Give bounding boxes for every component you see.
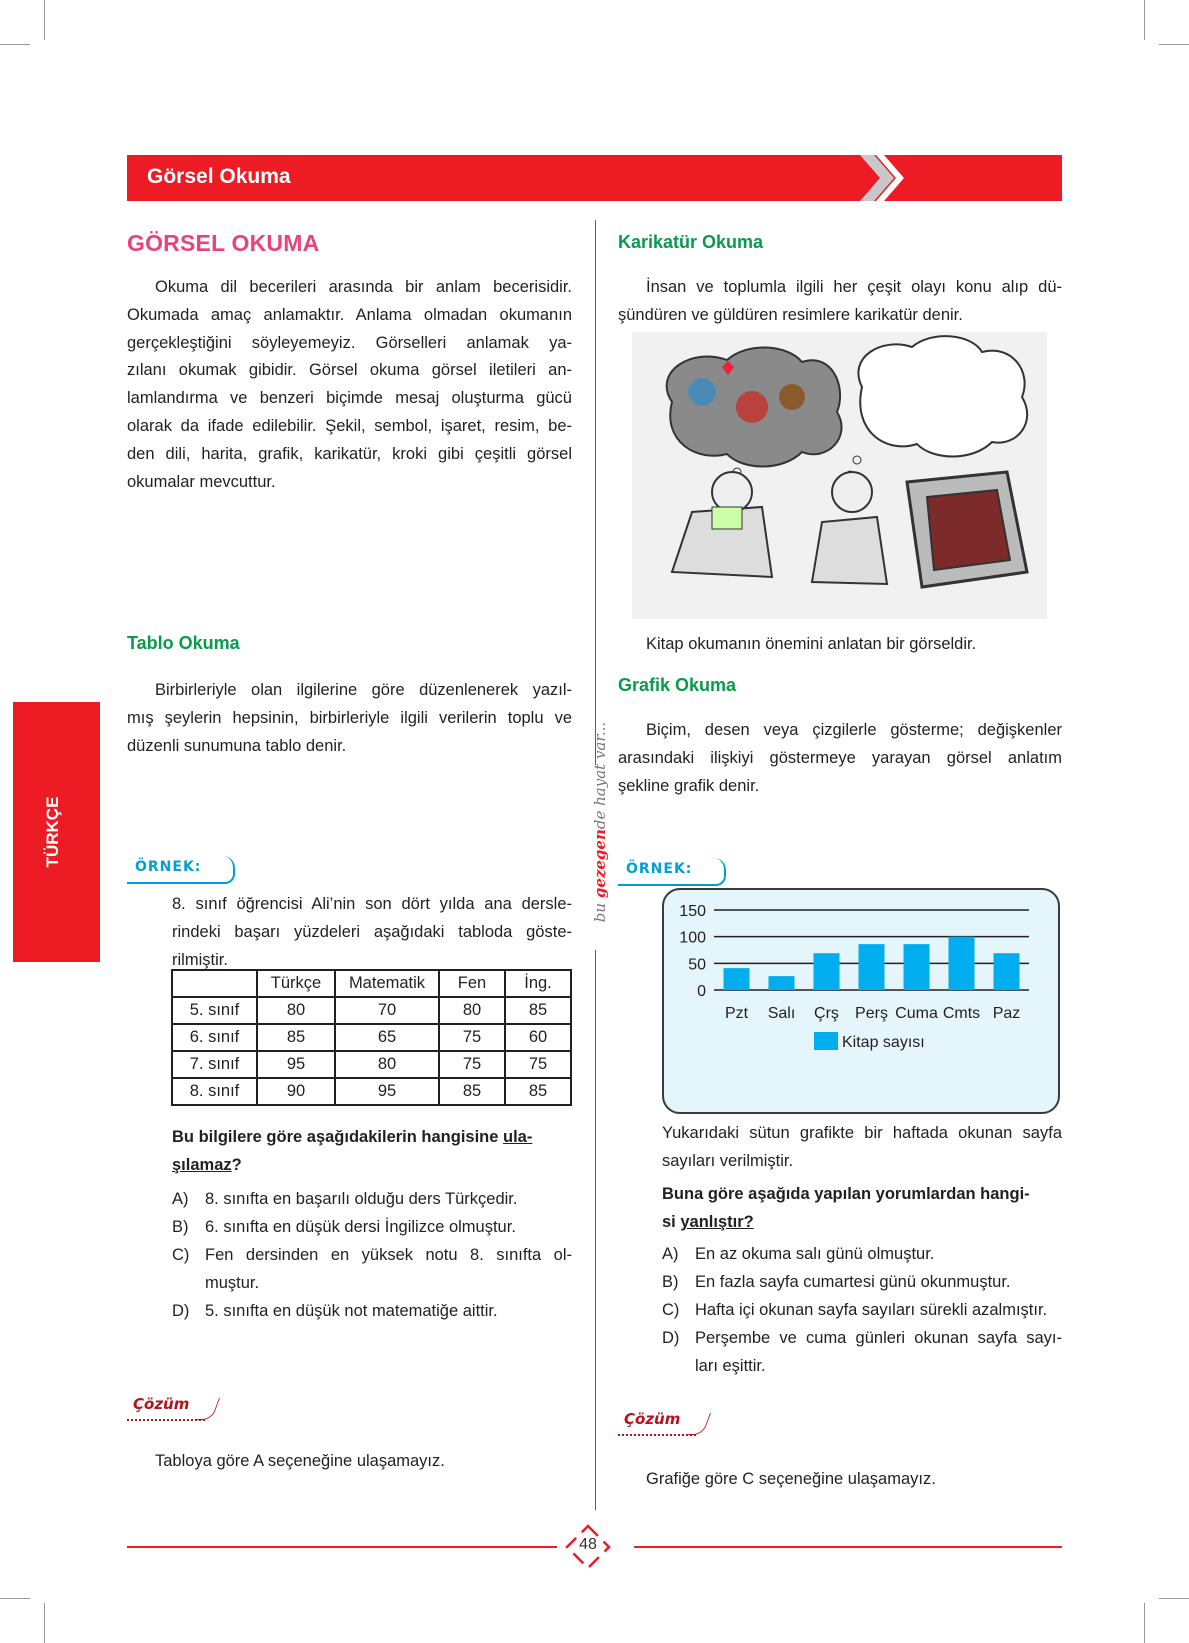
column-divider: [595, 220, 596, 765]
paragraph-line: gerçekleştiğini söyleyemeyiz. Görselleri anlamak ya-: [127, 333, 572, 352]
karikatur-paragraph: [618, 274, 1062, 330]
paragraph-line: şündüren ve güldüren resimlere karikatür denir.: [618, 305, 963, 324]
option-text-line: 5. sınıfta en düşük not matematiğe aittir.: [205, 1302, 498, 1320]
table-cell: 85: [505, 997, 571, 1024]
table-cell: Türkçe: [257, 970, 335, 997]
column-divider: [595, 950, 596, 1510]
table-cell: 7. sınıf: [172, 1051, 257, 1078]
intro-paragraph: [127, 274, 572, 496]
option-text-line: 8. sınıfta en başarılı olduğu ders Türkçedir.: [205, 1190, 518, 1208]
legend-label: Kitap sayısı: [842, 1034, 925, 1051]
paragraph-line: rindeki başarı yüzdeleri aşağıdaki tabloda göste-: [172, 922, 572, 941]
x-tick-label: Cmts: [942, 1005, 981, 1022]
table-cell: 80: [439, 997, 505, 1024]
option-text: [205, 1297, 498, 1325]
example-label-text: ÖRNEK:: [626, 861, 693, 877]
example-intro-left: [172, 891, 572, 974]
slogan-text: de hayat var...: [591, 721, 609, 830]
table-cell: 75: [439, 1051, 505, 1078]
option-text-line: En az okuma salı günü olmuştur.: [695, 1245, 935, 1263]
x-tick-label: Paz: [992, 1005, 1021, 1022]
question-text: si: [662, 1213, 681, 1231]
table-cell: Fen: [439, 970, 505, 997]
section-header-bar: [127, 155, 1062, 201]
bar-chart-frame: [662, 888, 1060, 1114]
table-cell: 8. sınıf: [172, 1078, 257, 1105]
table-cell: 5. sınıf: [172, 997, 257, 1024]
paragraph-line: sayıları verilmiştir.: [662, 1151, 794, 1170]
answer-option: [172, 1185, 572, 1213]
table-cell: 85: [505, 1078, 571, 1105]
paragraph-line: arasındaki ilişkiyi göstermeye yarayan görsel anlatım: [618, 748, 1062, 767]
crop-mark: [0, 44, 30, 45]
crop-mark: [0, 1598, 30, 1599]
bar-Salı: [769, 976, 795, 990]
slogan-highlight: gezegen: [591, 829, 609, 899]
option-text-line: muştur.: [205, 1274, 260, 1292]
y-tick-label: 0: [697, 983, 706, 1000]
bar-Pzt: [724, 968, 750, 990]
answer-option: [662, 1268, 1062, 1296]
paragraph-line: düzenli sunumuna tablo denir.: [127, 736, 347, 755]
slogan-vertical: [590, 700, 610, 945]
answer-option: [172, 1213, 572, 1241]
option-text: [695, 1240, 934, 1268]
table-cell: 85: [257, 1024, 335, 1051]
table-row: [172, 1024, 571, 1051]
table-cell: 85: [439, 1078, 505, 1105]
paragraph-line: olarak da ifade edilebilir. Şekil, sembol, işaret, resim, be-: [127, 416, 572, 435]
footer-line: [127, 1546, 557, 1548]
crop-mark: [44, 0, 45, 40]
question-text: Bu bilgilere göre aşağıdakilerin hangisine: [172, 1128, 504, 1146]
question-text: Buna göre aşağıda yapılan yorumlardan hangi-: [662, 1185, 1030, 1203]
paragraph-line: İnsan ve toplumla ilgili her çeşit olayı konu alıp dü-: [646, 278, 1062, 296]
section-title: Görsel Okuma: [147, 165, 291, 188]
chart-description: [662, 1120, 1062, 1176]
y-tick-label: 100: [679, 929, 706, 947]
option-text: [205, 1213, 516, 1241]
table-cell: 75: [439, 1024, 505, 1051]
paragraph-line: Birbirleriyle olan ilgilerine göre düzenlenerek yazıl-: [155, 681, 572, 699]
grades-table: [171, 969, 572, 1106]
bar-Perş: [859, 944, 885, 990]
table-cell: 95: [335, 1078, 439, 1105]
answer-option: [172, 1297, 572, 1325]
table-header-row: [172, 970, 571, 997]
table-row: [172, 997, 571, 1024]
double-chevron-icon: [852, 155, 922, 201]
answer-option: [662, 1296, 1062, 1324]
option-text: [205, 1185, 517, 1213]
bar-Cuma: [904, 944, 930, 990]
options-right: [662, 1240, 1062, 1380]
crop-mark: [1159, 44, 1189, 45]
paragraph-line: den dili, harita, grafik, karikatür, kroki gibi çeşitli görsel: [127, 444, 572, 463]
solution-label-text: Çözüm: [133, 1395, 190, 1413]
option-text-line: En fazla sayfa cumartesi günü okunmuştur.: [695, 1273, 1011, 1291]
question-underlined: ula-: [503, 1128, 533, 1146]
y-tick-label: 50: [688, 956, 706, 974]
x-tick-label: Salı: [767, 1005, 796, 1022]
crop-mark: [1159, 1598, 1189, 1599]
table-cell: 75: [505, 1051, 571, 1078]
main-heading: GÖRSEL OKUMA: [127, 230, 320, 256]
bar-Cmts: [949, 937, 975, 990]
table-cell: 80: [335, 1051, 439, 1078]
solution-label-right: [618, 1407, 718, 1439]
paragraph-line: zılanı okumak gibidir. Görsel okuma görsel iletileri an-: [127, 361, 572, 380]
option-text: [695, 1268, 1011, 1296]
option-text-line: Fen dersinden en yüksek notu 8. sınıfta ol-: [205, 1246, 572, 1264]
paragraph-line: Okumada amaç anlamaktır. Anlama olmadan okumanın: [127, 305, 572, 324]
option-letter: D): [662, 1329, 680, 1347]
question-underlined: şılamaz: [172, 1156, 232, 1174]
option-letter: A): [172, 1190, 189, 1208]
cartoon-caption: Kitap okumanın önemini anlatan bir görseldir.: [646, 635, 977, 653]
answer-option: [662, 1324, 1062, 1380]
crop-mark: [44, 1603, 45, 1643]
paragraph-line: lamlandırma ve benzeri biçimde mesaj oluşturma gücü: [127, 389, 572, 408]
table-cell: 65: [335, 1024, 439, 1051]
table-cell: [172, 970, 257, 997]
solution-text-left: Tabloya göre A seçeneğine ulaşamayız.: [155, 1452, 445, 1470]
grafik-paragraph: [618, 717, 1062, 800]
x-tick-label: Cuma: [895, 1005, 938, 1022]
table-row: [172, 1051, 571, 1078]
option-text-line: Hafta içi okunan sayfa sayıları sürekli azalmıştır.: [695, 1301, 1048, 1319]
table-cell: 60: [505, 1024, 571, 1051]
answer-option: [172, 1241, 572, 1297]
solution-label-left: [127, 1392, 227, 1424]
option-text: [695, 1324, 1062, 1380]
tablo-heading: Tablo Okuma: [127, 633, 240, 653]
options-left: [172, 1185, 572, 1325]
footer-line: [634, 1546, 1062, 1548]
table-row: [172, 1078, 571, 1105]
option-letter: D): [172, 1302, 190, 1320]
example-label-left: [127, 854, 237, 884]
option-letter: A): [662, 1245, 679, 1263]
example-label-right: [618, 856, 728, 886]
example-label-text: ÖRNEK:: [135, 859, 202, 875]
legend-swatch: [814, 1032, 838, 1050]
table-cell: 80: [257, 997, 335, 1024]
x-tick-label: Pzt: [724, 1005, 749, 1022]
option-text: [205, 1241, 572, 1297]
option-letter: B): [172, 1218, 189, 1236]
answer-option: [662, 1240, 1062, 1268]
option-letter: C): [172, 1246, 190, 1264]
question-underlined: yanlıştır?: [680, 1213, 754, 1231]
karikatur-heading: Karikatür Okuma: [618, 232, 764, 252]
x-tick-label: Perş: [855, 1005, 888, 1022]
paragraph-line: Okuma dil becerileri arasında bir anlam becerisidir.: [155, 278, 572, 296]
option-text-line: ları eşittir.: [695, 1357, 766, 1375]
option-text: [695, 1296, 1047, 1324]
slogan-text: bu: [591, 898, 609, 923]
bar-Paz: [994, 953, 1020, 990]
tablo-paragraph: [127, 677, 572, 760]
table-cell: 70: [335, 997, 439, 1024]
grafik-heading: Grafik Okuma: [618, 675, 737, 695]
paragraph-line: Yukarıdaki sütun grafikte bir haftada okunan sayfa: [662, 1124, 1062, 1142]
crop-mark: [1144, 0, 1145, 40]
option-text-line: Perşembe ve cuma günleri okunan sayfa sayı-: [695, 1329, 1062, 1347]
table-cell: 6. sınıf: [172, 1024, 257, 1051]
paragraph-line: şekline grafik denir.: [618, 776, 760, 795]
y-tick-label: 150: [679, 903, 706, 920]
table-cell: İng.: [505, 970, 571, 997]
bar-chart: [664, 890, 1058, 1112]
question-mark: ?: [231, 1156, 242, 1174]
paragraph-line: 8. sınıf öğrencisi Ali’nin son dört yılda ana dersle-: [172, 895, 572, 913]
table-cell: 90: [257, 1078, 335, 1105]
page-number: 48: [579, 1536, 597, 1553]
subject-label: TÜRKÇE: [43, 796, 62, 868]
question-right: [662, 1180, 1062, 1236]
table-cell: 95: [257, 1051, 335, 1078]
table-cell: Matematik: [335, 970, 439, 997]
option-text-line: 6. sınıfta en düşük dersi İngilizce olmuştur.: [205, 1218, 516, 1236]
bar-Çrş: [814, 953, 840, 990]
solution-text-right: Grafiğe göre C seçeneğine ulaşamayız.: [646, 1470, 936, 1488]
paragraph-line: Biçim, desen veya çizgilerle gösterme; değişkenler: [646, 721, 1062, 739]
subject-side-tab: [13, 702, 100, 962]
cartoon-reading-vs-tv: [632, 332, 1047, 619]
crop-mark: [1144, 1603, 1145, 1643]
paragraph-line: rilmiştir.: [172, 950, 228, 969]
x-tick-label: Çrş: [814, 1005, 839, 1022]
option-letter: B): [662, 1273, 679, 1291]
option-letter: C): [662, 1301, 680, 1319]
solution-label-text: Çözüm: [624, 1410, 681, 1428]
question-left: [172, 1123, 572, 1179]
paragraph-line: okumalar mevcuttur.: [127, 472, 276, 491]
paragraph-line: mış şeylerin hepsinin, birbirleriyle ilgili verilerin toplu ve: [127, 708, 572, 727]
